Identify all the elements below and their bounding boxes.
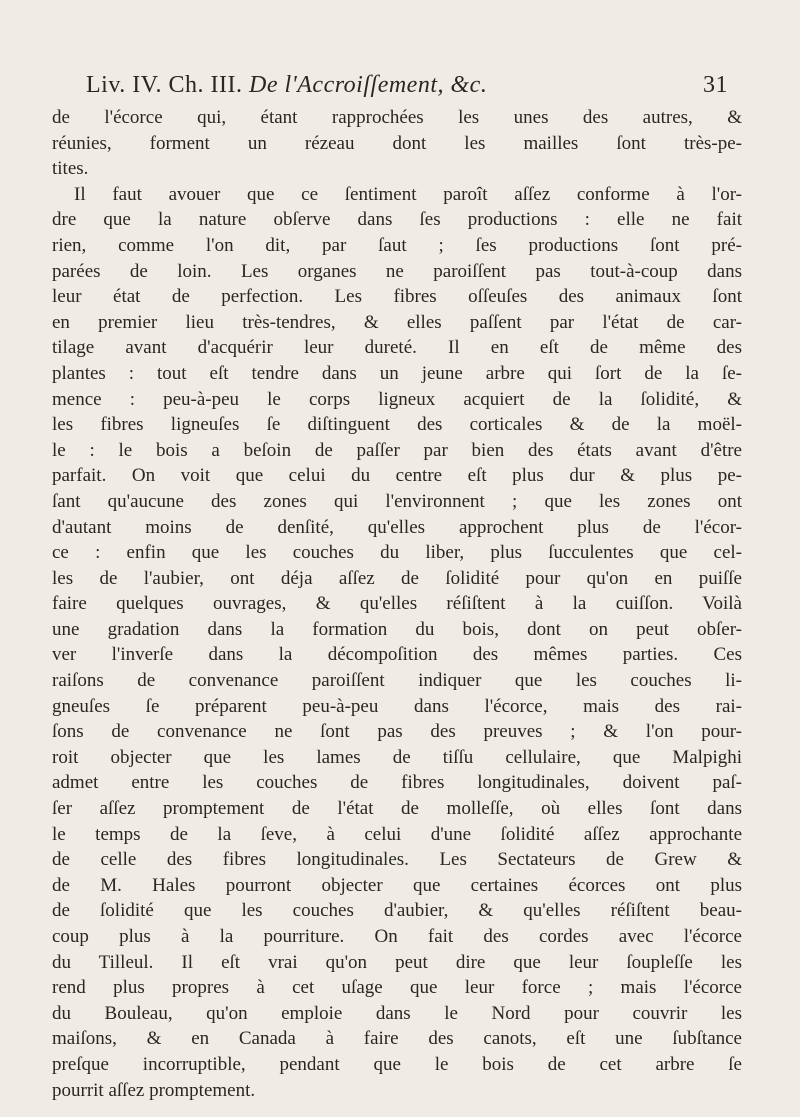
- text-line: une gradation dans la formation du bois, dont on peut obſer-: [52, 618, 742, 640]
- text-line: parées de loin. Les organes ne paroiſſent pas tout-à-coup dans: [52, 260, 742, 282]
- text-line: dre que la nature obſerve dans ſes productions : elle ne fait: [52, 209, 742, 231]
- text-line: leur état de perfection. Les fibres oſſeuſes des animaux ſont: [52, 286, 742, 308]
- running-head-title: [86, 72, 487, 99]
- text-line: ſer aſſez promptement de l'état de molleſſe, où elles ſont dans: [52, 798, 742, 820]
- text-line: le : le bois a beſoin de paſſer par bien des états avant d'être: [52, 439, 742, 461]
- text-line: gneuſes ſe préparent peu-à-peu dans l'écorce, mais des rai-: [52, 695, 742, 717]
- text-line: ſant qu'aucune des zones qui l'environnent ; que les zones ont: [52, 490, 742, 512]
- text-line: plantes : tout eſt tendre dans un jeune arbre qui ſort de la ſe-: [52, 362, 742, 384]
- text-line: admet entre les couches de fibres longitudinales, doivent paſ-: [52, 772, 742, 794]
- text-line: du Bouleau, qu'on emploie dans le Nord pour couvrir les: [52, 1002, 742, 1024]
- text-line: le temps de la ſeve, à celui d'une ſolidité aſſez approchante: [52, 823, 742, 845]
- text-line: de ſolidité que les couches d'aubier, & qu'elles réſiſtent beau-: [52, 900, 742, 922]
- text-line: mence : peu-à-peu le corps ligneux acquiert de la ſolidité, &: [52, 388, 742, 410]
- running-head-chapter: Liv. IV. Ch. III.: [86, 72, 243, 98]
- text-line: en premier lieu très-tendres, & elles paſſent par l'état de car-: [52, 311, 742, 333]
- text-line: réunies, forment un rézeau dont les mailles ſont très-pe-: [52, 132, 742, 154]
- page-number: 31: [703, 72, 728, 98]
- text-line: ver l'inverſe dans la décompoſition des mêmes parties. Ces: [52, 644, 742, 666]
- text-line: tilage avant d'acquérir leur dureté. Il en eſt de même des: [52, 337, 742, 359]
- text-line: ce : enfin que les couches du liber, plus ſucculentes que cel-: [52, 542, 742, 564]
- text-line: les fibres ligneuſes ſe diſtinguent des corticales & de la moël-: [52, 414, 742, 436]
- text-line: de l'écorce qui, étant rapprochées les unes des autres, &: [52, 107, 742, 128]
- text-line: du Tilleul. Il eſt vrai qu'on peut dire que leur ſoupleſſe les: [52, 951, 742, 973]
- text-line: de M. Hales pourront objecter que certaines écorces ont plus: [52, 874, 742, 896]
- text-line: parfait. On voit que celui du centre eſt plus dur & plus pe-: [52, 465, 742, 487]
- text-line: de celle des fibres longitudinales. Les Sectateurs de Grew &: [52, 849, 742, 871]
- text-line: rend plus propres à cet uſage que leur force ; mais l'écorce: [52, 977, 742, 999]
- text-line: ſons de convenance ne ſont pas des preuves ; & l'on pour-: [52, 721, 742, 743]
- text-line: pourrit aſſez promptement.: [52, 1079, 256, 1101]
- paragraph-first-line: Il faut avouer que ce ſentiment paroît aſſez conforme à l'or-: [74, 183, 742, 205]
- text-line: d'autant moins de denſité, qu'elles approchent plus de l'écor-: [52, 516, 742, 538]
- text-line: coup plus à la pourriture. On fait des cordes avec l'écorce: [52, 926, 742, 947]
- text-line: maiſons, & en Canada à faire des canots, eſt une ſubſtance: [52, 1028, 742, 1050]
- text-line: rien, comme l'on dit, par ſaut ; ſes productions ſont pré-: [52, 234, 742, 256]
- text-line: raiſons de convenance paroiſſent indiquer que les couches li-: [52, 670, 742, 692]
- text-line: les de l'aubier, ont déja aſſez de ſolidité pour qu'on en puiſſe: [52, 567, 742, 589]
- text-line: faire quelques ouvrages, & qu'elles réſiſtent à la cuiſſon. Voilà: [52, 593, 742, 615]
- text-line: roit objecter que les lames de tiſſu cellulaire, que Malpighi: [52, 746, 742, 768]
- text-line: tites.: [52, 158, 89, 180]
- running-head: [86, 72, 728, 102]
- body-text: [52, 105, 742, 1103]
- running-head-subject: De l'Accroiſſement, &c.: [248, 72, 488, 98]
- text-line: preſque incorruptible, pendant que le bois de cet arbre ſe: [52, 1053, 742, 1075]
